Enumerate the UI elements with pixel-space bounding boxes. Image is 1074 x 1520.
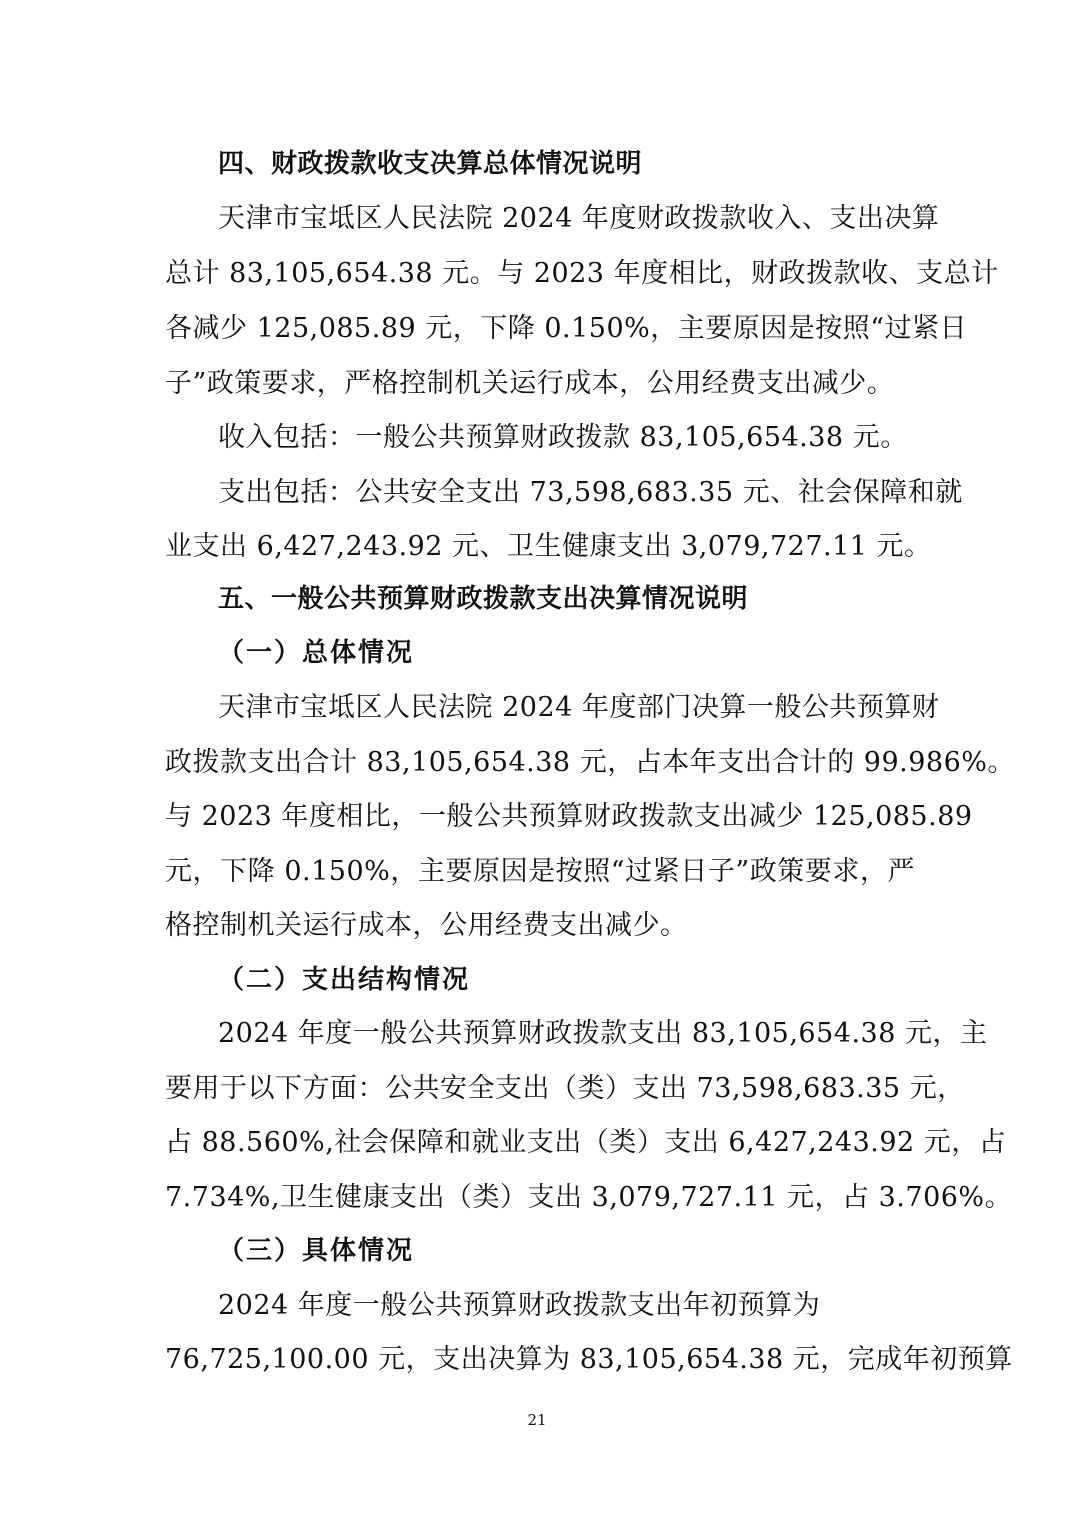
subsection-1-heading: （一）总体情况 [218,638,415,668]
paragraph-line: 元，下降 0.150%，主要原因是按照“过紧日子”政策要求，严 [165,856,915,887]
paragraph-line: 要用于以下方面：公共安全支出（类）支出 73,598,683.35 元， [165,1073,965,1104]
section-5-heading: 五、一般公共预算财政拨款支出决算情况说明 [218,584,749,614]
paragraph-line: 76,725,100.00 元，支出决算为 83,105,654.38 元，完成年初预算 [165,1344,1013,1375]
paragraph-line: 天津市宝坻区人民法院 2024 年度财政拨款收入、支出决算 [218,203,940,234]
paragraph-line: 与 2023 年度相比，一般公共预算财政拨款支出减少 125,085.89 [165,801,973,832]
paragraph-line: 政拨款支出合计 83,105,654.38 元，占本年支出合计的 99.986%。 [165,747,1015,778]
subsection-3-heading: （三）具体情况 [218,1236,415,1266]
subsection-2-heading: （二）支出结构情况 [218,965,471,995]
paragraph-line: 格控制机关运行成本，公用经费支出减少。 [165,910,688,941]
paragraph-line: 子”政策要求，严格控制机关运行成本，公用经费支出减少。 [165,368,895,399]
paragraph-line: 各减少 125,085.89 元，下降 0.150%，主要原因是按照“过紧日 [165,313,968,344]
paragraph-line: 天津市宝坻区人民法院 2024 年度部门决算一般公共预算财 [218,692,940,723]
paragraph-line: 7.734%,卫生健康支出（类）支出 3,079,727.11 元，占 3.706%。 [165,1182,1013,1213]
paragraph-line: 占 88.560%,社会保障和就业支出（类）支出 6,427,243.92 元，占 [165,1127,1007,1158]
page-number: 21 [527,1411,547,1429]
paragraph-line: 2024 年度一般公共预算财政拨款支出 83,105,654.38 元，主 [218,1018,988,1049]
paragraph-line: 2024 年度一般公共预算财政拨款支出年初预算为 [218,1290,821,1321]
section-4-heading: 四、财政拨款收支决算总体情况说明 [218,149,643,179]
paragraph-line: 总计 83,105,654.38 元。与 2023 年度相比，财政拨款收、支总计 [165,258,999,289]
paragraph-line: 支出包括：公共安全支出 73,598,683.35 元、社会保障和就 [218,477,963,508]
paragraph-line: 收入包括：一般公共预算财政拨款 83,105,654.38 元。 [218,422,908,453]
paragraph-line: 业支出 6,427,243.92 元、卫生健康支出 3,079,727.11 元。 [165,531,932,562]
